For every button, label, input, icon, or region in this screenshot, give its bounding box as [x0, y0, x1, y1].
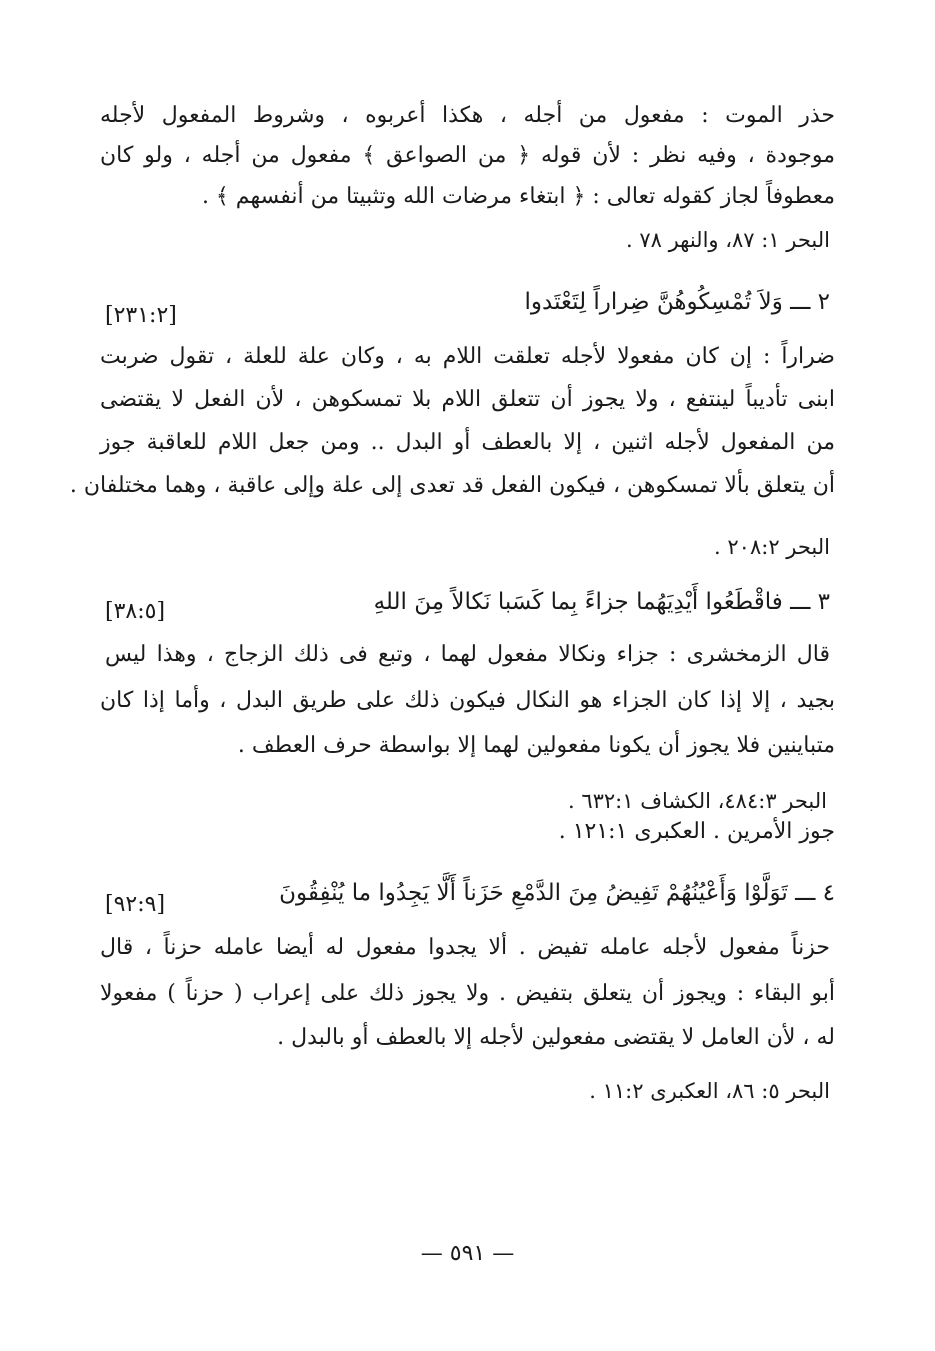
source-citation: البحر ٥: ٨٦، العكبرى ١١:٢ .	[589, 1079, 830, 1103]
body-line: من المفعول لأجله اثنين ، إلا بالعطف أو البدل .. ومن جعل اللام للعاقبة جوز	[100, 430, 835, 455]
body-line: ضراراً : إن كان مفعولا لأجله تعلقت اللام به ، وكان علة للعلة ، تقول ضربت	[100, 344, 835, 369]
page-number: — ٥٩١ —	[420, 1241, 515, 1266]
body-line: حذر الموت : مفعول من أجله ، هكذا أعربوه ، وشروط المفعول لأجله	[100, 103, 835, 128]
verse-heading: ٤ ـــ تَوَلَّوْا وَأَعْيُنُهُمْ تَفِيضُ مِنَ الدَّمْعِ حَزَناً أَلَّا يَجِدُوا ما يُنْفِقُونَ	[279, 880, 835, 906]
body-line: بجيد ، إلا إذا كان الجزاء هو النكال فيكون ذلك على طريق البدل ، وأما إذا كان	[100, 688, 835, 713]
note-line: جوز الأمرين . العكبرى ١٢١:١ .	[558, 819, 835, 844]
body-line: ابنى تأديباً لينتفع ، ولا يجوز أن تتعلق اللام بلا تمسكوهن ، لأن الفعل لا يقتضى	[100, 387, 835, 412]
body-line: معطوفاً لجاز كقوله تعالى : ﴿ ابتغاء مرضات الله وتثبيتا من أنفسهم ﴾ .	[201, 184, 835, 209]
verse-reference: [٣٨:٥]	[105, 599, 166, 624]
verse-reference: [٢٣١:٢]	[105, 303, 177, 328]
body-line: له ، لأن العامل لا يقتضى مفعولين لأجله إلا بالعطف أو بالبدل .	[277, 1025, 835, 1050]
body-line: أبو البقاء : ويجوز أن يتعلق بتفيض . ولا يجوز ذلك على إعراب ( حزناً ) مفعولا	[100, 981, 835, 1006]
source-citation: البحر ٤٨٤:٣، الكشاف ٦٣٢:١ .	[567, 789, 827, 813]
body-line: موجودة ، وفيه نظر : لأن قوله ﴿ من الصواعق ﴾ مفعول من أجله ، ولو كان	[100, 143, 835, 168]
body-line: متباينين فلا يجوز أن يكونا مفعولين لهما إلا بواسطة حرف العطف .	[237, 733, 835, 758]
verse-heading: ٢ ـــ وَلاَ تُمْسِكُوهُنَّ ضِراراً لِتَعْتَدوا	[524, 289, 830, 315]
body-line: أن يتعلق بألا تمسكوهن ، فيكون الفعل قد تعدى إلى علة وإلى عاقبة ، وهما مختلفان .	[69, 473, 835, 498]
body-line: حزناً مفعول لأجله عامله تفيض . ألا يجدوا مفعول له أيضا عامله حزناً ، قال	[100, 935, 830, 960]
source-citation: البحر ٢٠٨:٢ .	[714, 535, 830, 559]
source-citation: البحر ١: ٨٧، والنهر ٧٨ .	[625, 228, 830, 252]
body-line: قال الزمخشرى : جزاء ونكالا مفعول لهما ، وتبع فى ذلك الزجاج ، وهذا ليس	[105, 642, 830, 667]
verse-reference: [٩٢:٩]	[105, 892, 166, 917]
verse-heading: ٣ ـــ فاقْطَعُوا أَيْدِيَهُما جزاءً بِما كَسَبا نَكالاً مِنَ اللهِ	[373, 589, 830, 615]
